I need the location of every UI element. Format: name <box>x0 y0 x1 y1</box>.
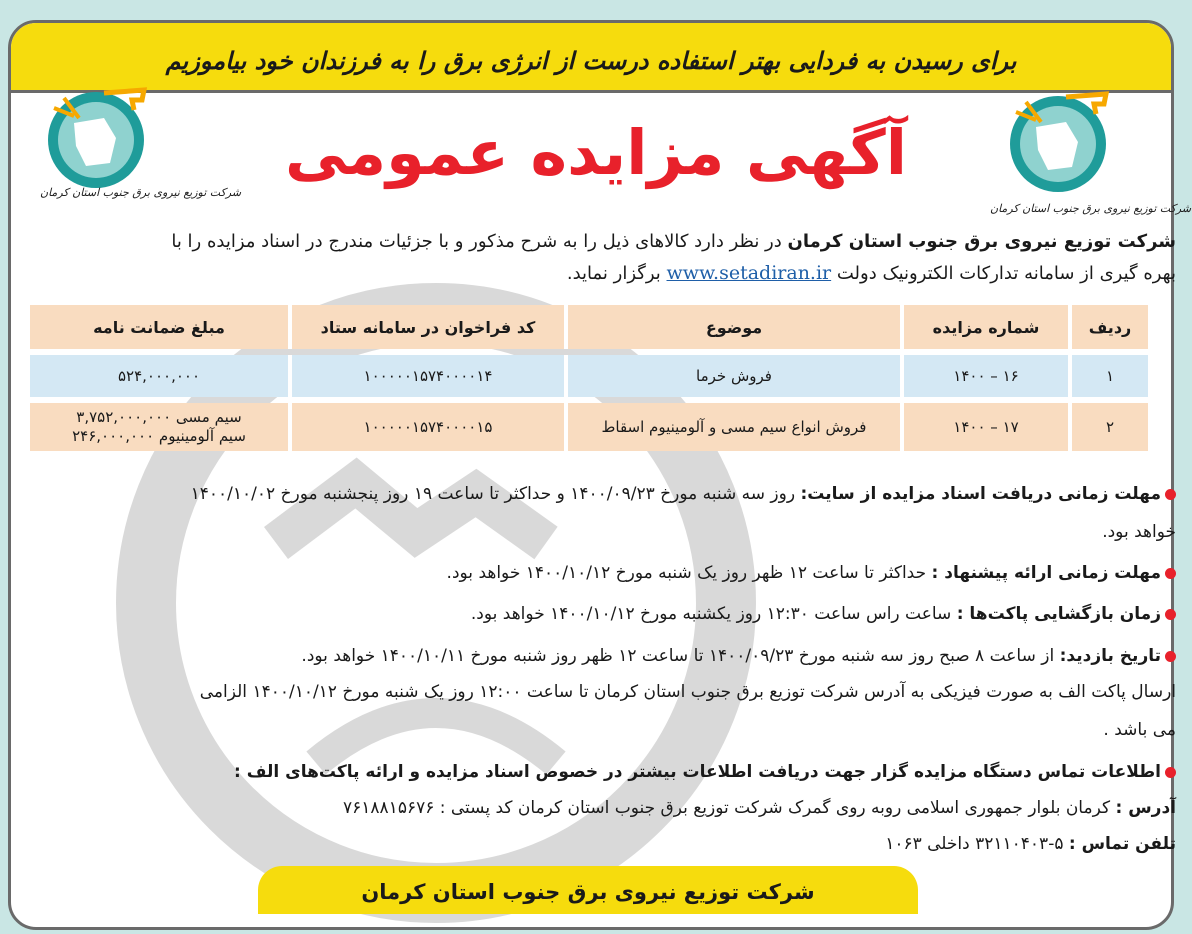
offer-text: حداکثر تا ساعت ۱۲ ظهر روز یک شنبه مورخ ۱۴۰۰/۱۰/۱۲ خواهد بود. <box>446 563 927 583</box>
phone-line <box>885 834 1176 854</box>
packet-line-2: می باشد . <box>1103 720 1176 740</box>
col-header-subject: موضوع <box>564 305 900 349</box>
logo-caption-left: شرکت توزیع نیروی برق جنوب استان کرمان <box>40 186 242 199</box>
cell-guarantee <box>30 403 288 451</box>
address-line <box>343 798 1176 818</box>
opening-text: ساعت راس ساعت ۱۲:۳۰ روز یکشنبه مورخ ۱۴۰۰/۱۰/۱۲ خواهد بود. <box>470 604 952 624</box>
packet-line-1: ارسال پاکت الف به صورت فیزیکی به آدرس شرکت توزیع برق جنوب استان کرمان تا ساعت ۱۲:۰۰ روز یک شنبه مورخ ۱۴۰۰/۱۰/۱۲ الزامی <box>199 682 1176 702</box>
cell-row: ۲ <box>1068 403 1148 451</box>
cell-guarantee <box>30 355 288 397</box>
bullet-icon <box>1165 489 1176 500</box>
intro-line1-rest: در نظر دارد کالاهای ذیل را به شرح مذکور و با جزئیات مندرج در اسناد مزایده را با <box>171 231 782 252</box>
deadline-text: روز سه شنبه مورخ ۱۴۰۰/۰۹/۲۳ و حداکثر تا ساعت ۱۹ روز پنجشنبه مورخ ۱۴۰۰/۱۰/۰۲ <box>190 484 796 504</box>
cell-number: ۱۶ – ۱۴۰۰ <box>900 355 1068 397</box>
deadline-cont: خواهد بود. <box>1102 522 1176 542</box>
table-row <box>30 355 1148 397</box>
guarantee-line: سیم آلومینیوم ۲۴۶,۰۰۰,۰۰۰ <box>72 427 246 445</box>
guarantee-line: ۵۲۴,۰۰۰,۰۰۰ <box>117 367 201 385</box>
visit-line <box>301 646 1176 666</box>
logo-caption-right: شرکت توزیع نیروی برق جنوب استان کرمان <box>990 202 1192 215</box>
col-header-number: شماره مزایده <box>900 305 1068 349</box>
slogan-text: برای رسیدن به فردایی بهتر استفاده درست از انرژی برق را به فرزندان خود بیاموزیم <box>165 47 1017 75</box>
col-header-code: کد فراخوان در سامانه ستاد <box>288 305 564 349</box>
intro-company: شرکت توزیع نیروی برق جنوب استان کرمان <box>787 231 1176 252</box>
contact-label: اطلاعات تماس دستگاه مزایده گزار جهت دریافت اطلاعات بیشتر در خصوص اسناد مزایده و ارائه پاکت‌های الف : <box>234 762 1161 782</box>
visit-text: از ساعت ۸ صبح روز سه شنبه مورخ ۱۴۰۰/۰۹/۲۳ تا ساعت ۱۲ ظهر روز شنبه مورخ ۱۴۰۰/۱۰/۱۱ خواهد بود. <box>301 646 1055 666</box>
intro-line2-post: برگزار نماید. <box>566 263 661 284</box>
page-title: آگهی مزایده عمومی <box>285 116 907 189</box>
visit-label: تاریخ بازدید: <box>1059 646 1161 666</box>
setadiran-link[interactable]: www.setadiran.ir <box>666 262 832 284</box>
table-row <box>30 403 1148 451</box>
contact-line <box>234 762 1176 782</box>
col-header-row: ردیف <box>1068 305 1148 349</box>
cell-subject: فروش انواع سیم مسی و آلومینیوم اسقاط <box>564 403 900 451</box>
deadline-label: مهلت زمانی دریافت اسناد مزایده از سایت: <box>800 484 1161 504</box>
phone-text: ۵-۳۲۱۱۰۴۰۳ داخلی ۱۰۶۳ <box>885 834 1064 854</box>
col-header-guarantee: مبلغ ضمانت نامه <box>30 305 288 349</box>
intro-line-1 <box>171 231 1176 252</box>
bullet-icon <box>1165 767 1176 778</box>
intro-line2-pre: بهره گیری از سامانه تدارکات الکترونیک دولت <box>836 263 1176 284</box>
bullet-icon <box>1165 609 1176 620</box>
table-header-row <box>30 305 1148 349</box>
deadline-line <box>191 484 1176 504</box>
offer-line <box>447 563 1176 583</box>
cell-number: ۱۷ – ۱۴۰۰ <box>900 403 1068 451</box>
cell-subject: فروش خرما <box>564 355 900 397</box>
offer-label: مهلت زمانی ارائه پیشنهاد : <box>931 563 1161 583</box>
cell-row: ۱ <box>1068 355 1148 397</box>
auction-table <box>30 299 1148 457</box>
intro-line-2 <box>567 262 1176 284</box>
phone-label: تلفن تماس : <box>1068 834 1176 854</box>
footer-company: شرکت توزیع نیروی برق جنوب استان کرمان <box>361 880 815 904</box>
address-label: آدرس : <box>1115 798 1176 818</box>
cell-code: ۱۰۰۰۰۰۱۵۷۴۰۰۰۰۱۵ <box>288 403 564 451</box>
bullet-icon <box>1165 568 1176 579</box>
opening-line <box>471 604 1176 624</box>
guarantee-line: سیم مسی ۳,۷۵۲,۰۰۰,۰۰۰ <box>76 408 242 426</box>
opening-label: زمان بازگشایی پاکت‌ها : <box>956 604 1161 624</box>
address-text: کرمان بلوار جمهوری اسلامی روبه روی گمرک شرکت توزیع برق جنوب استان کرمان کد پستی : ۷۶۱۸۸۱۵۶۷۶ <box>343 798 1111 818</box>
bullet-icon <box>1165 651 1176 662</box>
cell-code: ۱۰۰۰۰۰۱۵۷۴۰۰۰۰۱۴ <box>288 355 564 397</box>
